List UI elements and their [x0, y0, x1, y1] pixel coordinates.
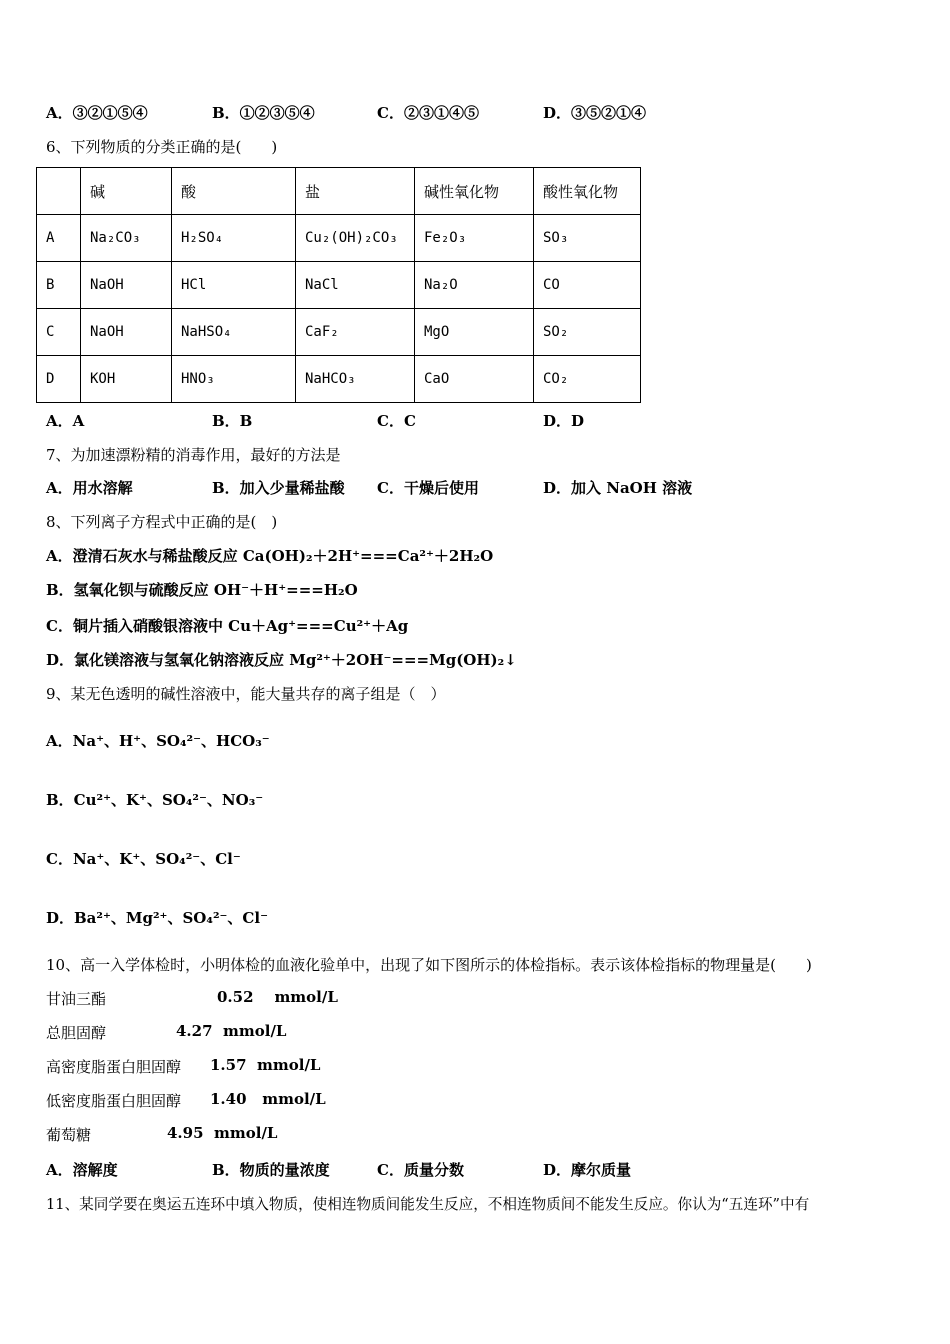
q11-stem: 11、某同学要在奥运五连环中填入物质，使相连物质间能发生反应，不相连物质间不能发生反应。你认为“五连环”中有	[46, 1196, 810, 1213]
q8-option-a: A．澄清石灰水与稀盐酸反应 Ca(OH)₂＋2H⁺===Ca²⁺＋2H₂O	[46, 547, 494, 565]
q6-option-b: B．B	[212, 412, 253, 430]
q7-option-d: D．加入 NaOH 溶液	[543, 479, 693, 497]
table-cell: Na₂CO₃	[81, 215, 172, 262]
lab-item-name: 高密度脂蛋白胆固醇	[46, 1058, 182, 1076]
q6-option-d: D．D	[543, 412, 585, 430]
table-cell: SO₂	[534, 309, 641, 356]
q10-option-a: A．溶解度	[46, 1161, 118, 1179]
q10-option-b: B．物质的量浓度	[212, 1161, 330, 1179]
lab-item-reading	[210, 1056, 320, 1074]
q10-stem: 10、高一入学体检时，小明体检的血液化验单中，出现了如下图所示的体检指标。表示该体检指标的物理量是( )	[46, 956, 812, 974]
table-cell: NaCl	[296, 262, 415, 309]
lab-item-name: 葡萄糖	[46, 1126, 92, 1144]
table-header	[37, 168, 81, 215]
lab-item-value: 1.57	[210, 1056, 247, 1074]
lab-item-unit: mmol/L	[223, 1022, 287, 1040]
lab-item-value: 1.40	[210, 1090, 247, 1108]
q7-stem: 7、为加速漂粉精的消毒作用，最好的方法是	[46, 446, 341, 464]
q10-option-d: D．摩尔质量	[543, 1161, 632, 1179]
table-cell: HCl	[172, 262, 296, 309]
lab-item-unit: mmol/L	[214, 1124, 278, 1142]
lab-item-reading	[176, 1022, 286, 1040]
q7-option-c: C．干燥后使用	[377, 479, 479, 497]
q6-classification-table	[36, 167, 641, 403]
q8-stem: 8、下列离子方程式中正确的是( )	[46, 513, 278, 531]
q9-option-a: A．Na⁺、H⁺、SO₄²⁻、HCO₃⁻	[46, 732, 270, 750]
lab-item-reading	[167, 1124, 277, 1142]
q6-stem: 6、下列物质的分类正确的是( )	[46, 138, 278, 156]
table-cell: Na₂O	[415, 262, 534, 309]
lab-item	[46, 1056, 181, 1077]
table-cell: A	[37, 215, 81, 262]
q5-option-a: A．③②①⑤④	[46, 104, 148, 122]
table-cell: C	[37, 309, 81, 356]
q7-option-b: B．加入少量稀盐酸	[212, 479, 345, 497]
table-row	[37, 215, 641, 262]
table-cell: CaF₂	[296, 309, 415, 356]
table-cell: NaHSO₄	[172, 309, 296, 356]
q6-option-a: A．A	[46, 412, 85, 430]
table-header-row	[37, 168, 641, 215]
q5-option-b: B．①②③⑤④	[212, 104, 315, 122]
lab-item-unit: mmol/L	[257, 1056, 321, 1074]
table-cell: MgO	[415, 309, 534, 356]
lab-item-name: 总胆固醇	[46, 1024, 107, 1042]
q7-option-a: A．用水溶解	[46, 479, 133, 497]
q10-option-c: C．质量分数	[377, 1161, 464, 1179]
lab-item-name: 甘油三酯	[46, 990, 107, 1008]
lab-item-reading	[217, 988, 338, 1006]
lab-item-reading	[210, 1090, 326, 1108]
q9-stem: 9、某无色透明的碱性溶液中，能大量共存的离子组是（ ）	[46, 685, 446, 703]
lab-item	[46, 1124, 91, 1145]
q6-option-c: C．C	[377, 412, 416, 430]
lab-item-name: 低密度脂蛋白胆固醇	[46, 1092, 182, 1110]
lab-item	[46, 988, 106, 1009]
table-header: 酸	[172, 168, 296, 215]
table-cell: CO	[534, 262, 641, 309]
table-cell: NaOH	[81, 262, 172, 309]
table-cell: Cu₂(OH)₂CO₃	[296, 215, 415, 262]
lab-item-value: 0.52	[217, 988, 254, 1006]
table-cell: Fe₂O₃	[415, 215, 534, 262]
table-row	[37, 309, 641, 356]
table-cell: KOH	[81, 356, 172, 403]
table-header: 碱	[81, 168, 172, 215]
q9-option-c: C．Na⁺、K⁺、SO₄²⁻、Cl⁻	[46, 850, 241, 868]
table-cell: SO₃	[534, 215, 641, 262]
lab-item-value: 4.27	[176, 1022, 213, 1040]
q8-option-b: B．氢氧化钡与硫酸反应 OH⁻＋H⁺===H₂O	[46, 581, 358, 599]
table-row	[37, 262, 641, 309]
lab-item-value: 4.95	[167, 1124, 204, 1142]
table-cell: D	[37, 356, 81, 403]
table-cell: B	[37, 262, 81, 309]
table-header: 盐	[296, 168, 415, 215]
lab-item	[46, 1022, 106, 1043]
table-cell: H₂SO₄	[172, 215, 296, 262]
q5-option-d: D．③⑤②①④	[543, 104, 647, 122]
lab-item-unit: mmol/L	[262, 1090, 326, 1108]
table-header: 酸性氧化物	[534, 168, 641, 215]
lab-item	[46, 1090, 181, 1111]
table-header: 碱性氧化物	[415, 168, 534, 215]
lab-item-unit: mmol/L	[274, 988, 338, 1006]
q9-option-b: B．Cu²⁺、K⁺、SO₄²⁻、NO₃⁻	[46, 791, 264, 809]
q8-option-c: C．铜片插入硝酸银溶液中 Cu＋Ag⁺===Cu²⁺＋Ag	[46, 617, 409, 635]
table-cell: CaO	[415, 356, 534, 403]
table-row	[37, 356, 641, 403]
table-cell: NaHCO₃	[296, 356, 415, 403]
q8-option-d: D．氯化镁溶液与氢氧化钠溶液反应 Mg²⁺＋2OH⁻===Mg(OH)₂↓	[46, 651, 517, 669]
table-cell: NaOH	[81, 309, 172, 356]
q9-option-d: D．Ba²⁺、Mg²⁺、SO₄²⁻、Cl⁻	[46, 909, 268, 927]
table-cell: HNO₃	[172, 356, 296, 403]
q5-option-c: C．②③①④⑤	[377, 104, 479, 122]
table-cell: CO₂	[534, 356, 641, 403]
